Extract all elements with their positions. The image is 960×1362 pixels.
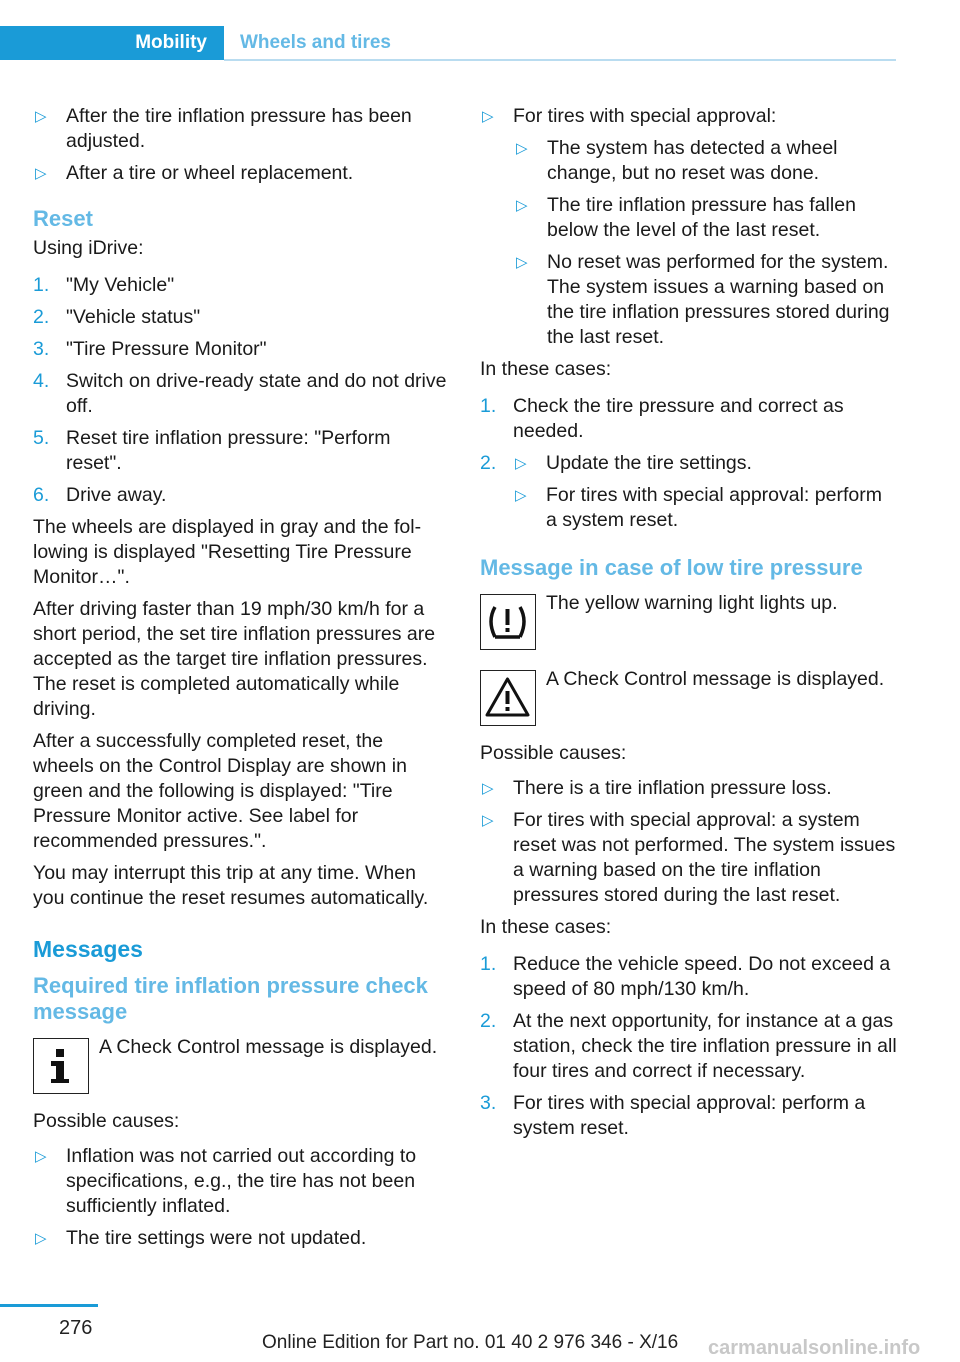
step-item: 1. "My Vehicle" <box>33 274 175 296</box>
causes-label: Possible causes: <box>33 1110 180 1132</box>
step-item: 2. "Vehicle status" <box>33 306 201 328</box>
step-item: 1. Check the tire pressure and correct as needed. <box>480 395 844 442</box>
messages-heading: Messages <box>33 936 143 962</box>
bullet-triangle-icon: ▷ <box>35 1148 47 1165</box>
bullet-triangle-icon: ▷ <box>482 812 494 829</box>
tire-pressure-warning-icon <box>480 594 536 650</box>
paragraph: After a successfully completed reset, the wheels on the Control Display are shown in green and the following is displayed: "Tire Pressure Monitor active. See label for recommended pressures.". <box>33 730 407 852</box>
step-item: 6. Drive away. <box>33 484 167 506</box>
bullet-triangle-icon: ▷ <box>516 254 528 271</box>
list-item: ▷ After a tire or wheel replacement. <box>35 162 354 184</box>
list-item: ▷ For tires with special approval: a system reset was not performed. The system issues a warning based on the tire inflation pressures stored during the last reset. <box>482 809 896 906</box>
bullet-triangle-icon: ▷ <box>516 197 528 214</box>
bullet-triangle-icon: ▷ <box>482 108 494 125</box>
footer-rule <box>0 1304 98 1307</box>
check-message-heading: Required tire inflation pressure check message <box>33 973 428 1024</box>
warning-triangle-icon <box>480 670 536 726</box>
list-item: ▷ The tire inflation pressure has fallen below the level of the last reset. <box>516 194 856 241</box>
check-control-note: A Check Control message is displayed. <box>480 667 898 723</box>
cases-label: In these cases: <box>480 916 612 938</box>
step-item: 2. ▷ Update the tire settings. ▷ For tires with special approval: perform a system reset. <box>480 451 898 533</box>
step-item: 3. "Tire Pressure Monitor" <box>33 338 267 360</box>
step-item: 3. For tires with special approval: perform a system reset. <box>480 1092 866 1139</box>
paragraph: The wheels are displayed in gray and the following is displayed "Resetting Tire Pressure Monitor…". <box>33 516 422 588</box>
list-item: ▷ After the tire inflation pressure has been adjusted. <box>35 105 412 152</box>
list-item: ▷ The system has detected a wheel change, but no reset was done. <box>516 137 838 184</box>
step-item: 2. At the next opportunity, for instance at a gas station, check the tire inflation pressure in all four tires and correct if necessary. <box>480 1010 897 1082</box>
bullet-triangle-icon: ▷ <box>35 1230 47 1247</box>
info-icon <box>33 1038 89 1094</box>
watermark: carmanualsonline.info <box>708 1337 921 1359</box>
bullet-triangle-icon: ▷ <box>35 165 47 182</box>
page-number: 276 <box>59 1317 93 1339</box>
bullet-triangle-icon: ▷ <box>515 455 527 472</box>
list-item: ▷ Inflation was not carried out according to specifications, e.g., the tire has not been sufficiently inflated. <box>35 1145 417 1217</box>
cases-label: In these cases: <box>480 358 612 380</box>
paragraph: After driving faster than 19 mph/30 km/h for a short period, the set tire inflation pressures are accepted as the target tire inflation pressures. The reset is completed automatically while driving. <box>33 598 436 720</box>
bullet-triangle-icon: ▷ <box>515 487 527 504</box>
list-item: ▷ For tires with special approval: perform a system reset. <box>515 484 882 531</box>
chapter-tab[interactable]: Wheels and tires <box>240 32 391 53</box>
edition-note: Online Edition for Part no. 01 40 2 976 346 - X/16 <box>262 1332 679 1353</box>
info-note: A Check Control message is displayed. <box>33 1035 448 1091</box>
header-rule <box>224 59 896 61</box>
bullet-triangle-icon: ▷ <box>35 108 47 125</box>
list-item: ▷ For tires with special approval: <box>482 105 777 127</box>
sub-list <box>480 136 898 350</box>
list-item: ▷ No reset was performed for the system. The system issues a warning based on the tire inflation pressures stored during the last reset. <box>516 251 890 348</box>
bullet-triangle-icon: ▷ <box>482 780 494 797</box>
low-pressure-heading: Message in case of low tire pressure <box>480 555 863 580</box>
left-column <box>33 104 448 1258</box>
list-item: ▷ There is a tire inflation pressure loss. <box>482 777 832 799</box>
warning-light-note: The yellow warning light lights up. <box>480 591 898 647</box>
page-header <box>0 26 896 62</box>
section-tab[interactable]: Mobility <box>0 26 224 60</box>
paragraph: You may interrupt this trip at any time. When you continue the reset resumes automatically. <box>33 862 429 909</box>
step-item: 4. Switch on drive-ready state and do not drive off. <box>33 370 447 417</box>
causes-label: Possible causes: <box>480 742 627 764</box>
reset-intro: Using iDrive: <box>33 237 144 259</box>
bullet-triangle-icon: ▷ <box>516 140 528 157</box>
step-item: 1. Reduce the vehicle speed. Do not exceed a speed of 80 mph/130 km/h. <box>480 953 891 1000</box>
list-item: ▷ Update the tire settings. <box>515 452 752 474</box>
reset-heading: Reset <box>33 206 93 231</box>
right-column <box>480 104 898 1148</box>
step-item: 5. Reset tire inflation pressure: "Perform reset". <box>33 427 391 474</box>
list-item: ▷ The tire settings were not updated. <box>35 1227 367 1249</box>
